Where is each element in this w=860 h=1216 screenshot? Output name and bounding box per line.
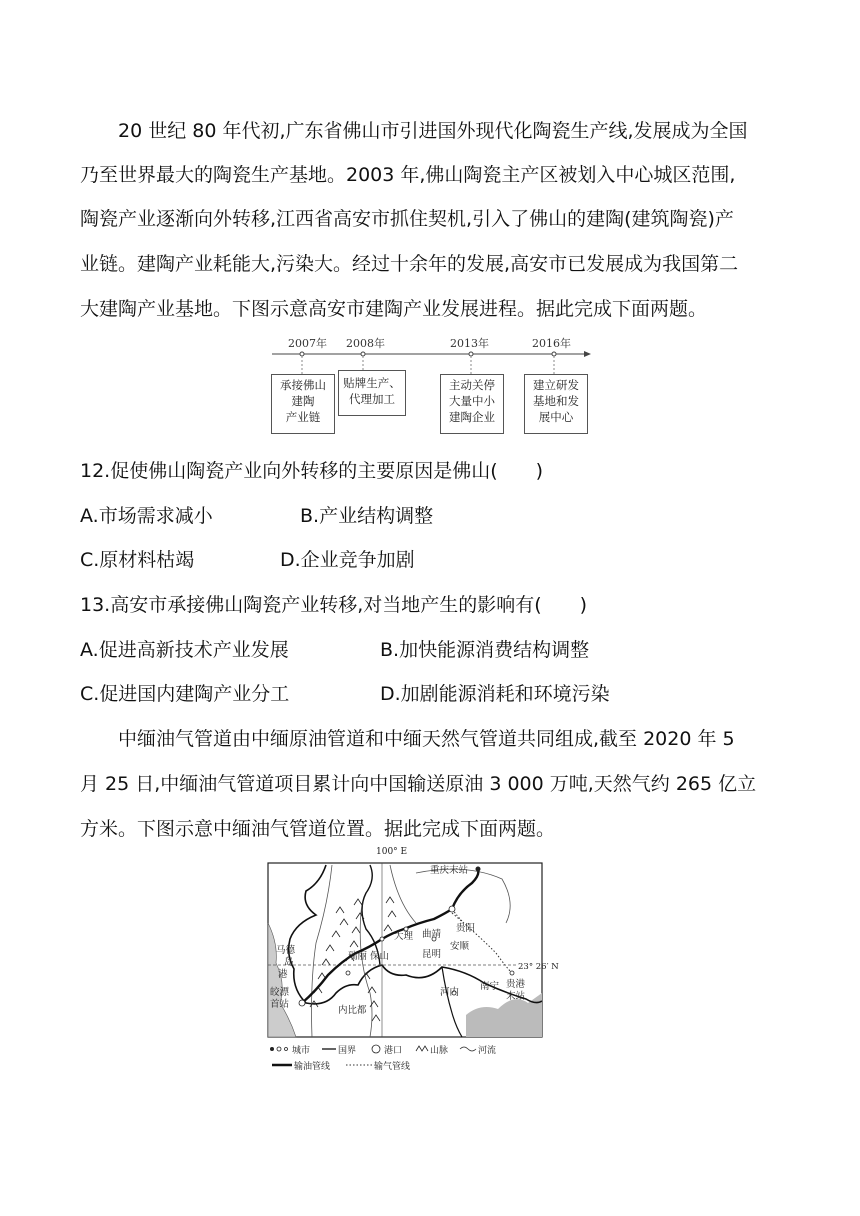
label-maday-1: 马德 (276, 945, 296, 956)
timeline-year-2016: 2016年 (532, 337, 571, 350)
label-terminal: 末站 (506, 991, 526, 1002)
pipeline-map (266, 843, 600, 1079)
box-2008-line-1: 贴牌生产、 (343, 376, 401, 390)
box-2007-line-1: 承接佛山 (280, 378, 326, 392)
timeline-box-2016 (524, 374, 588, 434)
timeline-box-2013 (440, 374, 504, 434)
label-kyaukphyu: 皎漂 (270, 987, 290, 998)
legend-mountain: 山脉 (430, 1046, 449, 1056)
pipeline-map-figure (266, 843, 600, 1079)
label-maday-3: 港 (278, 969, 288, 980)
box-2007-line-2: 建陶 (291, 394, 315, 408)
q13-option-b[interactable]: B.加快能源消费结构调整 (380, 639, 590, 661)
label-anshun: 安顺 (450, 941, 470, 952)
longitude-label: 100° E (376, 847, 408, 857)
passage2-line-2: 月 25 日,中缅油气管道项目累计向中国输送原油 3 000 万吨,天然气约 265 亿立 (80, 773, 757, 795)
label-maday-2: 岛 (284, 957, 294, 968)
label-guiyang: 贵阳 (456, 923, 476, 934)
passage1-line-2: 乃至世界最大的陶瓷生产基地。2003 年,佛山陶瓷主产区被划入中心城区范围, (80, 164, 736, 186)
q12-option-b[interactable]: B.产业结构调整 (300, 505, 434, 527)
label-nanning: 南宁 (480, 981, 500, 992)
legend-gas: 输气管线 (374, 1062, 411, 1072)
legend-oil: 输油管线 (294, 1062, 331, 1072)
legend-city: 城市 (292, 1046, 311, 1056)
latitude-label: 23° 26′ N (518, 962, 559, 972)
legend-port: 港口 (384, 1046, 403, 1056)
legend-river: 河流 (478, 1046, 497, 1056)
label-baoshan: 保山 (370, 951, 390, 962)
q12-option-d[interactable]: D.企业竞争加剧 (280, 549, 415, 571)
box-2016-line-3: 展中心 (538, 410, 574, 424)
industry-timeline-figure (268, 332, 592, 438)
q12-stem: 12.促使佛山陶瓷产业向外转移的主要原因是佛山( ) (80, 460, 544, 482)
label-first-station: 首站 (270, 999, 290, 1010)
box-2013-line-1: 主动关停 (449, 378, 495, 392)
label-dali: 大理 (394, 931, 414, 942)
box-2016-line-2: 基地和发 (533, 394, 579, 408)
passage2-line-3: 方米。下图示意中缅油气管道位置。据此完成下面两题。 (80, 818, 556, 840)
box-2016-line-1: 建立研发 (533, 378, 579, 392)
passage1-line-1: 20 世纪 80 年代初,广东省佛山市引进国外现代化陶瓷生产线,发展成为全国 (118, 120, 748, 142)
passage2-line-1: 中缅油气管道由中缅原油管道和中缅天然气管道共同组成,截至 2020 年 5 (118, 728, 735, 750)
label-qujing: 曲靖 (422, 929, 442, 940)
box-2013-line-2: 大量中小 (449, 394, 495, 408)
box-2007-line-3: 产业链 (285, 410, 321, 424)
timeline-year-2007: 2007年 (288, 337, 327, 350)
q13-stem: 13.高安市承接佛山陶瓷产业转移,对当地产生的影响有( ) (80, 594, 588, 616)
map-legend (270, 1044, 496, 1072)
q13-option-c[interactable]: C.促进国内建陶产业分工 (80, 683, 290, 705)
passage1-line-3: 陶瓷产业逐渐向外转移,江西省高安市抓住契机,引入了佛山的建陶(建筑陶瓷)产 (80, 208, 734, 230)
q12-option-c[interactable]: C.原材料枯竭 (80, 549, 195, 571)
timeline-box-2008 (338, 370, 406, 416)
q12-option-a[interactable]: A.市场需求减小 (80, 505, 213, 527)
timeline-year-2008: 2008年 (346, 337, 385, 350)
q13-option-d[interactable]: D.加剧能源消耗和环境污染 (380, 683, 610, 705)
box-2013-line-3: 建陶企业 (449, 410, 495, 424)
label-hanoi: 河内 (440, 987, 460, 998)
label-ruili: 瑞丽 (348, 951, 368, 962)
passage1-line-4: 业链。建陶产业耗能大,污染大。经过十余年的发展,高安市已发展成为我国第二 (80, 253, 739, 275)
box-2008-line-2: 代理加工 (349, 392, 395, 406)
timeline-box-2007 (271, 374, 335, 434)
q13-option-a[interactable]: A.促进高新技术产业发展 (80, 639, 289, 661)
label-naypyidaw: 内比都 (338, 1005, 367, 1016)
passage1-line-5: 大建陶产业基地。下图示意高安市建陶产业发展进程。据此完成下面两题。 (80, 298, 708, 320)
timeline-year-2013: 2013年 (450, 337, 489, 350)
label-kunming: 昆明 (422, 949, 442, 960)
legend-border: 国界 (338, 1046, 357, 1056)
label-guigang: 贵港 (506, 979, 526, 990)
label-chongqing: 重庆末站 (430, 865, 469, 876)
